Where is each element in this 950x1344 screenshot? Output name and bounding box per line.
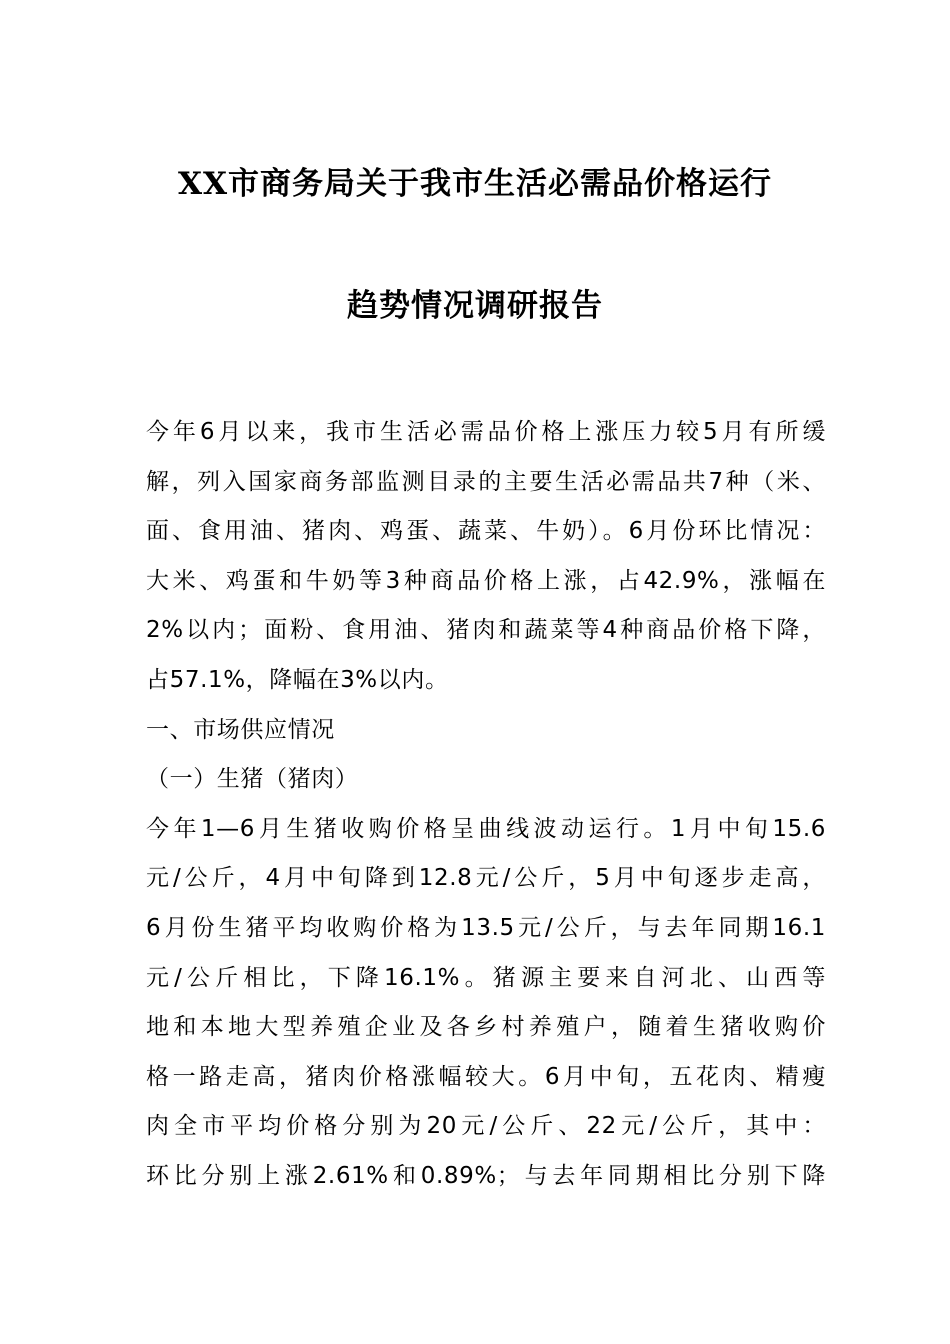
body-line: 环比分别上涨2.61%和0.89%；与去年同期相比分别下降 [146, 1162, 826, 1189]
body-line: 大米、鸡蛋和牛奶等3种商品价格上涨，占42.9%，涨幅在 [146, 567, 826, 594]
body-line: 元/公斤相比，下降16.1%。猪源主要来自河北、山西等 [146, 964, 826, 991]
body-line: 解，列入国家商务部监测目录的主要生活必需品共7种（米、 [146, 468, 826, 495]
subsection-heading: （一）生猪（猪肉） [146, 766, 359, 793]
document-title-line-2: 趋势情况调研报告 [347, 288, 603, 324]
body-line: 地和本地大型养殖企业及各乡村养殖户，随着生猪收购价 [146, 1014, 826, 1041]
body-line: 6月份生猪平均收购价格为13.5元/公斤，与去年同期16.1 [146, 914, 826, 941]
body-line: 元/公斤，4月中旬降到12.8元/公斤，5月中旬逐步走高， [146, 865, 826, 892]
body-line: 占57.1%，降幅在3%以内。 [146, 666, 449, 693]
section-heading: 一、市场供应情况 [146, 716, 335, 743]
body-line: 面、食用油、猪肉、鸡蛋、蔬菜、牛奶）。6月份环比情况： [146, 518, 826, 545]
document-title-line-1: XX市商务局关于我市生活必需品价格运行 [177, 166, 773, 202]
document-body [146, 408, 826, 1202]
body-line: 今年6月以来，我市生活必需品价格上涨压力较5月有所缓 [146, 419, 826, 445]
body-line: 格一路走高，猪肉价格涨幅较大。6月中旬，五花肉、精瘦 [146, 1063, 826, 1090]
body-line: 2%以内；面粉、食用油、猪肉和蔬菜等4种商品价格下降， [146, 617, 826, 644]
body-line: 今年1—6月生猪收购价格呈曲线波动运行。1月中旬15.6 [146, 815, 826, 842]
body-line: 肉全市平均价格分别为20元/公斤、22元/公斤，其中： [146, 1113, 826, 1140]
